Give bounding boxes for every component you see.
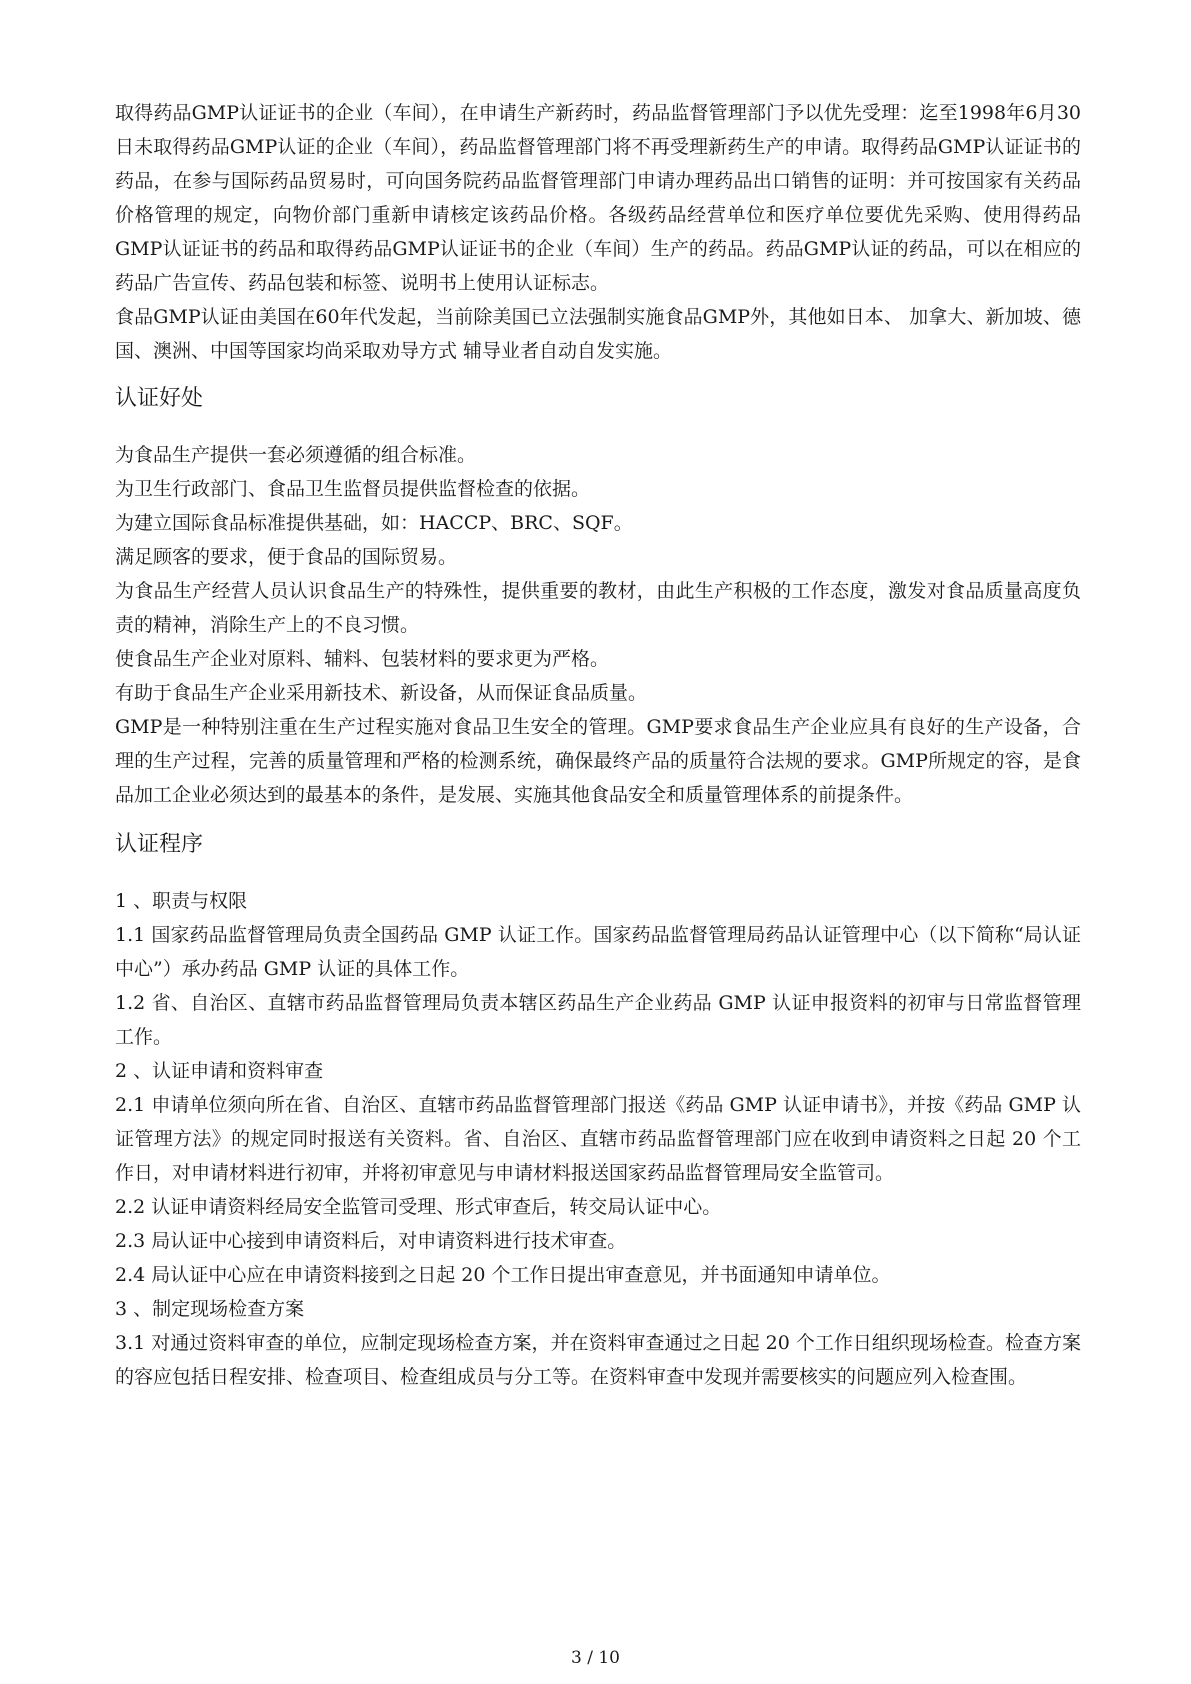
benefit-item: 有助于食品生产企业采用新技术、新设备，从而保证食品质量。 — [115, 682, 648, 704]
section-heading-procedure: 认证程序 — [115, 832, 204, 857]
procedure-item: 3.1 对通过资料审查的单位，应制定现场检查方案，并在资料审查通过之日起 20 个工作日组织现场检查。检查方案的容应包括日程安排、检查项目、检查组成员与分工等。在资料审查中发现并需要核实的问题应列入检查围。 — [115, 1332, 1081, 1388]
intro-paragraph-2: 食品GMP认证由美国在60年代发起，当前除美国已立法强制实施食品GMP外，其他如日本、 加拿大、新加坡、德国、澳洲、中国等国家均尚采取劝导方式 辅导业者自动自发实施。 — [115, 306, 1081, 362]
procedure-item: 2.1 申请单位须向所在省、自治区、直辖市药品监督管理部门报送《药品 GMP 认证申请书》，并按《药品 GMP 认证管理方法》的规定同时报送有关资料。省、自治区、直辖市药品监督管理部门应在收到申请资料之日起 20 个工作日，对申请材料进行初审，并将初审意见与申请材料报送国家药品监督管理局安全监管司。 — [115, 1094, 1081, 1184]
procedure-item: 2.2 认证申请资料经局安全监管司受理、形式审查后，转交局认证中心。 — [115, 1196, 722, 1218]
procedure-item: 1.1 国家药品监督管理局负责全国药品 GMP 认证工作。国家药品监督管理局药品认证管理中心（以下简称“局认证中心”）承办药品 GMP 认证的具体工作。 — [115, 924, 1081, 980]
procedure-item: 2.3 局认证中心接到申请资料后，对申请资料进行技术审查。 — [115, 1230, 627, 1252]
page-number: 3 / 10 — [571, 1648, 620, 1668]
intro-paragraph-1: 取得药品GMP认证证书的企业（车间），在申请生产新药时，药品监督管理部门予以优先受理：迄至1998年6月30日未取得药品GMP认证的企业（车间），药品监督管理部门将不再受理新药生产的申请。取得药品GMP认证证书的药品，在参与国际药品贸易时，可向国务院药品监督管理部门申请办理药品出口销售的证明：并可按国家有关药品价格管理的规定，向物价部门重新申请核定该药品价格。各级药品经营单位和医疗单位要优先采购、使用得药品GMP认证证书的药品和取得药品GMP认证证书的企业（车间）生产的药品。药品GMP认证的药品，可以在相应的药品广告宣传、药品包装和标签、说明书上使用认证标志。 — [115, 102, 1081, 294]
document-body — [115, 96, 1081, 1394]
benefit-item: 为建立国际食品标准提供基础，如：HACCP、BRC、SQF。 — [115, 512, 633, 534]
procedure-item: 3 、制定现场检查方案 — [115, 1298, 305, 1320]
benefit-item: 为卫生行政部门、食品卫生监督员提供监督检查的依据。 — [115, 478, 591, 500]
procedure-item: 2 、认证申请和资料审查 — [115, 1060, 324, 1082]
section-heading-benefits: 认证好处 — [115, 386, 204, 411]
benefit-item: 满足顾客的要求，便于食品的国际贸易。 — [115, 546, 458, 568]
procedure-item: 1 、职责与权限 — [115, 890, 248, 912]
benefit-item: 使食品生产企业对原料、辅料、包装材料的要求更为严格。 — [115, 648, 610, 670]
benefit-item: GMP是一种特别注重在生产过程实施对食品卫生安全的管理。GMP要求食品生产企业应具有良好的生产设备，合理的生产过程，完善的质量管理和严格的检测系统，确保最终产品的质量符合法规的要求。GMP所规定的容，是食品加工企业必须达到的最基本的条件，是发展、实施其他食品安全和质量管理体系的前提条件。 — [115, 716, 1081, 806]
benefit-item: 为食品生产经营人员认识食品生产的特殊性，提供重要的教材，由此生产积极的工作态度，激发对食品质量高度负责的精神，消除生产上的不良习惯。 — [115, 580, 1081, 636]
benefit-item: 为食品生产提供一套必须遵循的组合标准。 — [115, 444, 477, 466]
procedure-item: 1.2 省、自治区、直辖市药品监督管理局负责本辖区药品生产企业药品 GMP 认证申报资料的初审与日常监督管理工作。 — [115, 992, 1081, 1048]
procedure-item: 2.4 局认证中心应在申请资料接到之日起 20 个工作日提出审查意见，并书面通知申请单位。 — [115, 1264, 891, 1286]
